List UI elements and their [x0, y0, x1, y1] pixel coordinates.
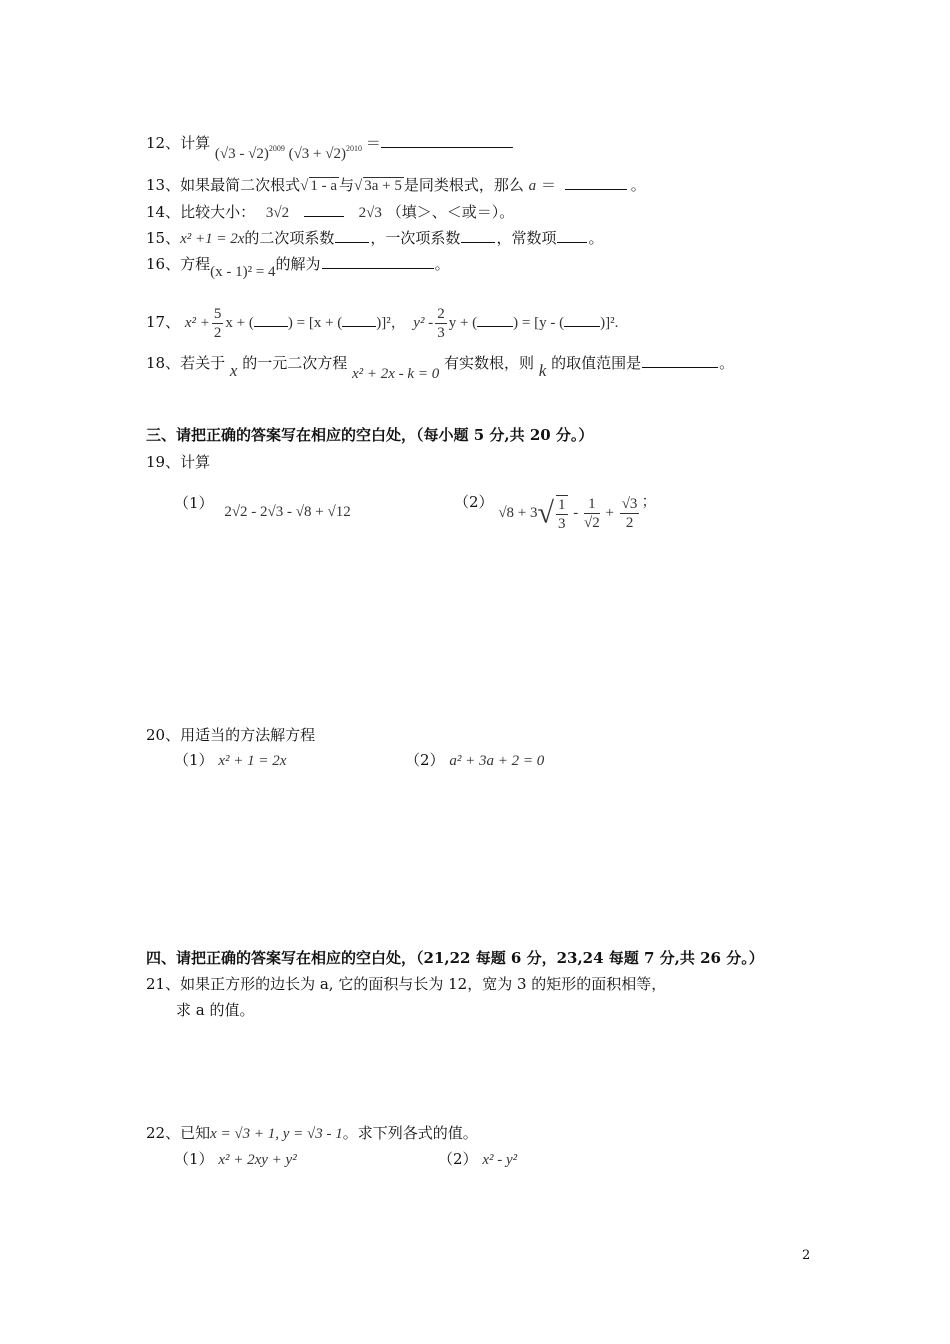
q16-answer-blank[interactable] — [322, 254, 434, 269]
question-16: 16、方程(x - 1)² = 4的解为 。 — [146, 255, 450, 280]
q19-part-2: （2） √8 + 3√ $\frac{1}{3}$ - $\frac{1}{√2}$ + $\frac{√3}{2}$ ； — [454, 493, 657, 532]
question-12 — [146, 128, 517, 162]
q14-left: 3√2 — [265, 205, 290, 221]
q19-part-1: （1） 2√2 - 2√3 - √8 + √12 — [174, 494, 351, 520]
q12-answer-blank[interactable] — [381, 133, 513, 148]
q20-part-2: （2） a² + 3a + 2 = 0 — [405, 751, 545, 769]
question-19: 19、计算 — [146, 453, 211, 471]
q22-part-2: （2） x² - y² — [438, 1150, 518, 1168]
question-22: 22、已知x = √3 + 1, y = √3 - 1。求下列各式的值。 — [146, 1124, 478, 1142]
q12-label: 12、计算 — [146, 134, 211, 152]
q17-fraction-1: $\frac{5}{2}$ — [213, 306, 222, 342]
q12-equals: ＝ — [365, 134, 381, 152]
question-18: 18、若关于 x 的一元二次方程 x² + 2x - k = 0 有实数根，则 k 的取值范围是 。 — [146, 354, 735, 382]
question-21-line-1: 21、如果正方形的边长为 a, 它的面积与长为 12，宽为 3 的矩形的面积相等， — [146, 975, 667, 993]
q22-part-1: （1） x² + 2xy + y² — [174, 1150, 297, 1168]
q15-expression: x² +1 = 2x — [180, 231, 245, 247]
q19-fraction-2: $\frac{√3}{2}$ — [621, 496, 638, 532]
q14-right: 2√3 — [358, 205, 382, 221]
q13-answer-blank[interactable] — [565, 175, 627, 190]
q14-answer-blank[interactable] — [304, 202, 344, 217]
question-15: 15、x² +1 = 2x的二次项系数 ，一次项系数 ，常数项 。 — [146, 229, 604, 247]
q17-blank-3[interactable] — [477, 312, 513, 327]
q13-root-2: √ 3a + 5 — [354, 178, 402, 194]
q17-blank-2[interactable] — [342, 312, 376, 327]
question-20: 20、用适当的方法解方程 — [146, 726, 316, 744]
section-4-heading: 四、请把正确的答案写在相应的空白处，（21,22 每题 6 分，23,24 每题 7 分,共 26 分。） — [146, 949, 764, 967]
question-21-line-2: 求 a 的值。 — [176, 1001, 255, 1019]
q13-root-1: √ 1 - a — [300, 178, 337, 194]
q17-blank-1[interactable] — [254, 312, 288, 327]
question-14: 14、比较大小： 3√2 2√3 （填＞、＜或＝）。 — [146, 203, 515, 221]
q18-expression: x² + 2x - k = 0 — [352, 366, 440, 382]
q12-expression: (√3 - √2)$^{2009}$ $(√3 + √2)^{2010}$ — [214, 144, 362, 162]
q18-answer-blank[interactable] — [642, 353, 718, 368]
q19-root-fraction: $\frac{1}{3}$ — [558, 496, 566, 532]
page-number: 2 — [802, 1248, 811, 1263]
section-3-heading: 三、请把正确的答案写在相应的空白处，（每小题 5 分,共 20 分。） — [146, 426, 594, 444]
q15-blank-3[interactable] — [557, 228, 587, 243]
q20-part-1: （1） x² + 1 = 2x — [174, 751, 287, 769]
question-17: 17、 x² + $\frac{5}{2}$ x + ( ) = [x + ( )]²， y² - $\frac{2}{3}$ y + ( ) = [y - ( )]². — [146, 306, 619, 342]
q17-blank-4[interactable] — [564, 312, 600, 327]
question-13: 13、如果最简二次根式√ 1 - a 与√ 3a + 5 是同类根式，那么 a ＝ 。 — [146, 176, 646, 194]
q16-expression: (x - 1)² = 4 — [210, 264, 276, 280]
q15-blank-2[interactable] — [461, 228, 495, 243]
q19-fraction-1: $\frac{1}{√2}$ — [584, 496, 600, 532]
q15-blank-1[interactable] — [335, 228, 369, 243]
q17-fraction-2: $\frac{2}{3}$ — [437, 306, 445, 342]
q22-expression: x = √3 + 1, y = √3 - 1 — [210, 1126, 343, 1142]
